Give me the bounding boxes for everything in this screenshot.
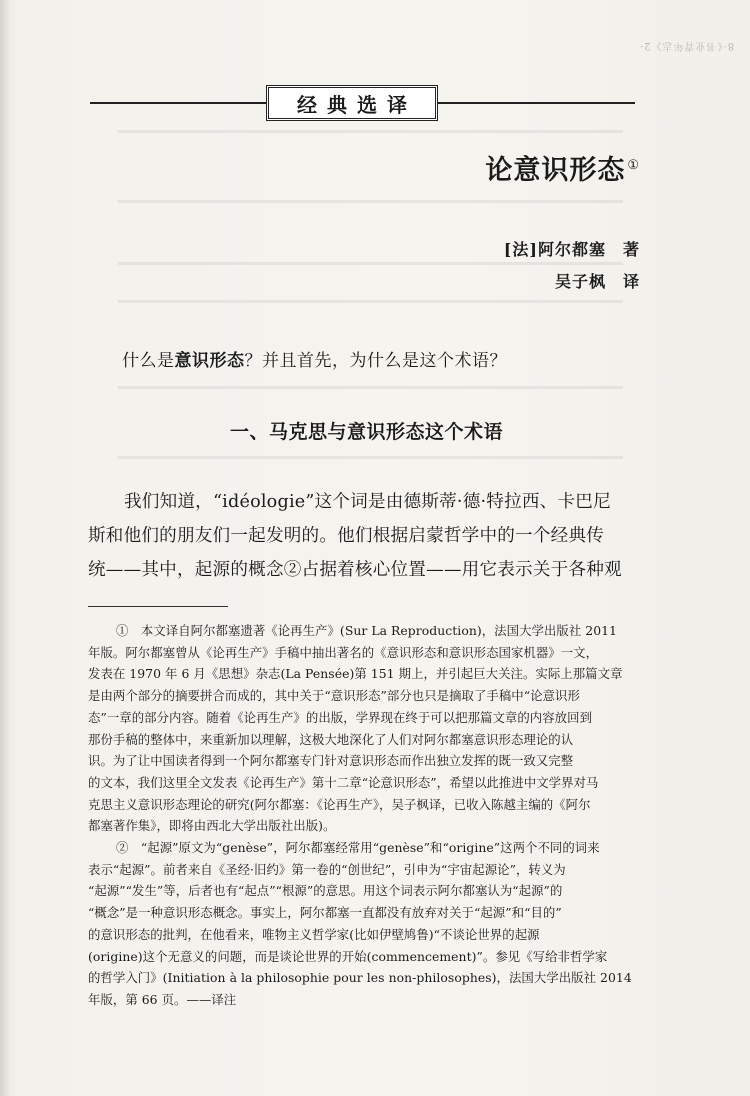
show-through	[118, 262, 623, 265]
show-through	[118, 130, 623, 133]
question-keyword: 意识形态	[174, 351, 245, 371]
body-line: 我们知道，“idéologie”这个词是由德斯蒂·德·特拉西、卡巴尼	[124, 492, 611, 512]
footnote-line: 那份手稿的整体中，来重新加以理解，这极大地深化了人们对阿尔都塞意识形态理论的认	[88, 731, 574, 747]
footnote-line: “起源”“发生”等，后者也有“起点”“根源”的意思。用这个词表示阿尔都塞认为“起源”的	[88, 883, 563, 899]
question-part: ？并且首先，为什么是这个术语？	[244, 351, 507, 371]
footnotes	[88, 620, 644, 1011]
title-text: 论意识形态	[485, 155, 626, 186]
footnote-line: 都塞著作集》，即将由西北大学出版社出版)。	[88, 818, 336, 834]
translator-line: 吴子枫 译	[554, 272, 640, 291]
title-footnote-marker: ①	[627, 158, 640, 173]
footnote-line: “概念”是一种意识形态概念。事实上，阿尔都塞一直都没有放弃对关于“起源”和“目的”	[88, 905, 562, 921]
footnote-rule	[88, 606, 228, 607]
show-through	[118, 200, 623, 203]
body-line: 斯和他们的朋友们一起发明的。他们根据启蒙哲学中的一个经典传	[88, 526, 605, 546]
question-part: 什么是	[122, 351, 175, 371]
section-tag: 经典选译	[266, 85, 438, 121]
body-line: 统——其中，起源的概念②占据着核心位置——用它表示关于各种观	[88, 560, 622, 580]
footnote-line: 的哲学入门》(Initiation à la philosophie pour les non-philosophes)，法国大学出版社 2014	[88, 970, 632, 986]
footnote-line: (origine)这个无意义的问题，而是谈论世界的开始(commencement)”。参见《写给非哲学家	[88, 948, 608, 964]
section-heading: 一、马克思与意识形态这个术语	[230, 421, 504, 443]
show-through	[118, 300, 623, 303]
footnote-line: 的文本，我们这里全文发表《论再生产》第十二章“论意识形态”，希望以此推进中文学界对马	[88, 774, 599, 790]
running-head: 8·《书业青年志》2·	[638, 40, 734, 51]
footnote-line: 表示“起源”。前者来自《圣经·旧约》第一卷的“创世纪”，引申为“宇宙起源论”，转义为	[88, 861, 566, 877]
show-through	[118, 386, 623, 389]
footnote-line: 态”一章的部分内容。随着《论再生产》的出版，学界现在终于可以把那篇文章的内容放回到	[88, 709, 593, 725]
opening-question	[122, 346, 507, 371]
footnote-line: ② “起源”原文为“genèse”，阿尔都塞经常用“genèse”和“origine”这两个不同的词来	[116, 840, 600, 856]
body-text	[88, 485, 638, 587]
footnote-line: 是由两个部分的摘要拼合而成的，其中关于“意识形态”部分也只是摘取了手稿中“论意识形	[88, 688, 580, 704]
article-title	[485, 148, 640, 187]
author-line: [法]阿尔都塞 著	[503, 240, 640, 259]
footnote-line: 克思主义意识形态理论的研究(阿尔都塞：《论再生产》，吴子枫译，已收入陈越主编的《阿尔	[88, 796, 591, 812]
footnote-line: 年版。阿尔都塞曾从《论再生产》手稿中抽出著名的《意识形态和意识形态国家机器》一文，	[88, 644, 599, 660]
show-through	[118, 456, 623, 459]
footnote-line: 识。为了让中国读者得到一个阿尔都塞专门针对意识形态而作出独立发挥的既一致又完整	[88, 753, 574, 769]
footnote-line: 的意识形态的批判，在他看来，唯物主义哲学家(比如伊壁鸠鲁)“不谈论世界的起源	[88, 926, 540, 942]
footnote-line: 年版，第 66 页。——译注	[88, 991, 237, 1007]
footnote-line: 发表在 1970 年 6 月《思想》杂志(La Pensée)第 151 期上，并引起巨大关注。实际上那篇文章	[88, 666, 623, 682]
footnote-line: ① 本文译自阿尔都塞遗著《论再生产》(Sur La Reproduction)，法国大学出版社 2011	[116, 623, 617, 638]
